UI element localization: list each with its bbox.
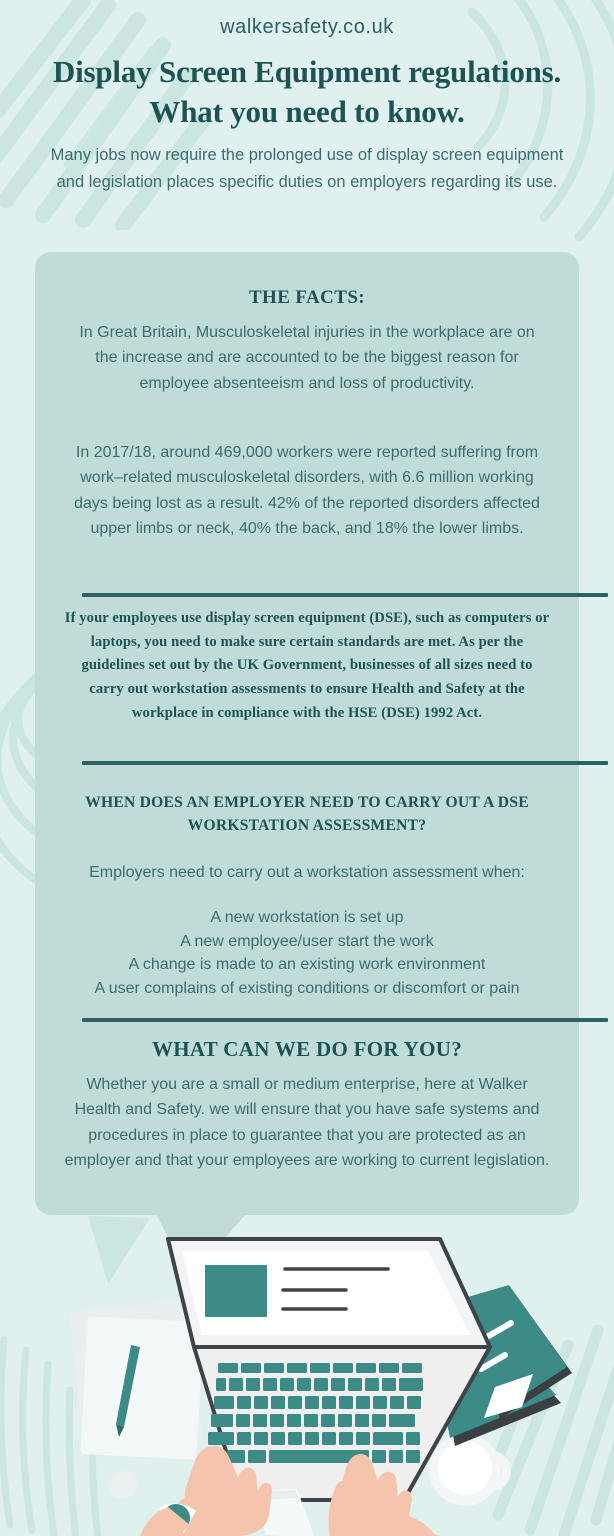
facts-heading: THE FACTS: — [248, 287, 366, 308]
paper-sheets — [69, 1299, 204, 1460]
desk-illustration — [0, 1215, 614, 1536]
list-item: A change is made to an existing work environment — [128, 956, 486, 974]
page-subtitle: Many jobs now require the prolonged use of display screen equipment and legislation places specific duties on employers regarding its use. — [50, 146, 564, 191]
divider-2 — [82, 761, 608, 765]
dse-paragraph: If your employees use display screen equipment (DSE), such as computers or laptops, you need to make sure certain standards are met. As per the guidelines set out by the UK Government, businesses of all sizes need to carry out workstation assessments to ensure Health and Safety at the workplace in compliance with the HSE (DSE) 1992 Act. — [64, 610, 550, 721]
list-item: A new employee/user start the work — [180, 932, 434, 950]
what-heading: WHAT CAN WE DO FOR YOU? — [151, 1037, 463, 1061]
when-list — [45, 906, 569, 1001]
when-intro: Employers need to carry out a workstation assessment when: — [89, 864, 525, 881]
page-title: Display Screen Equipment regulations. What you need to know. — [52, 54, 562, 129]
when-heading: WHEN DOES AN EMPLOYER NEED TO CARRY OUT A DSE WORKSTATION ASSESSMENT? — [85, 794, 529, 834]
facts-paragraph-1: In Great Britain, Musculoskeletal injuries in the workplace are on the increase and are accounted to be the biggest reason for employee absenteeism and loss of productivity. — [79, 324, 535, 392]
coffee-cup — [429, 1434, 507, 1506]
site-url: walkersafety.co.uk — [220, 16, 394, 38]
facts-paragraph-2: In 2017/18, around 469,000 workers were reported suffering from work–related musculoskeletal disorders, with 6.6 million working days being lost as a result. 42% of the reported disorders affected upper limbs or neck, 40% the back, and 18% the lower limbs. — [74, 444, 540, 537]
screen-image-block — [205, 1265, 267, 1317]
deco-dot-left — [109, 1471, 137, 1499]
list-item: A user complains of existing conditions or discomfort or pain — [94, 980, 520, 998]
content-card — [35, 252, 579, 1215]
divider-1 — [82, 593, 608, 597]
what-paragraph: Whether you are a small or medium enterprise, here at Walker Health and Safety. we will ensure that you have safe systems and procedures in place to guarantee that you are protected as an employer and that your employees are working to current legislation. — [64, 1076, 550, 1169]
list-item: A new workstation is set up — [210, 909, 404, 926]
divider-3 — [82, 1018, 608, 1022]
